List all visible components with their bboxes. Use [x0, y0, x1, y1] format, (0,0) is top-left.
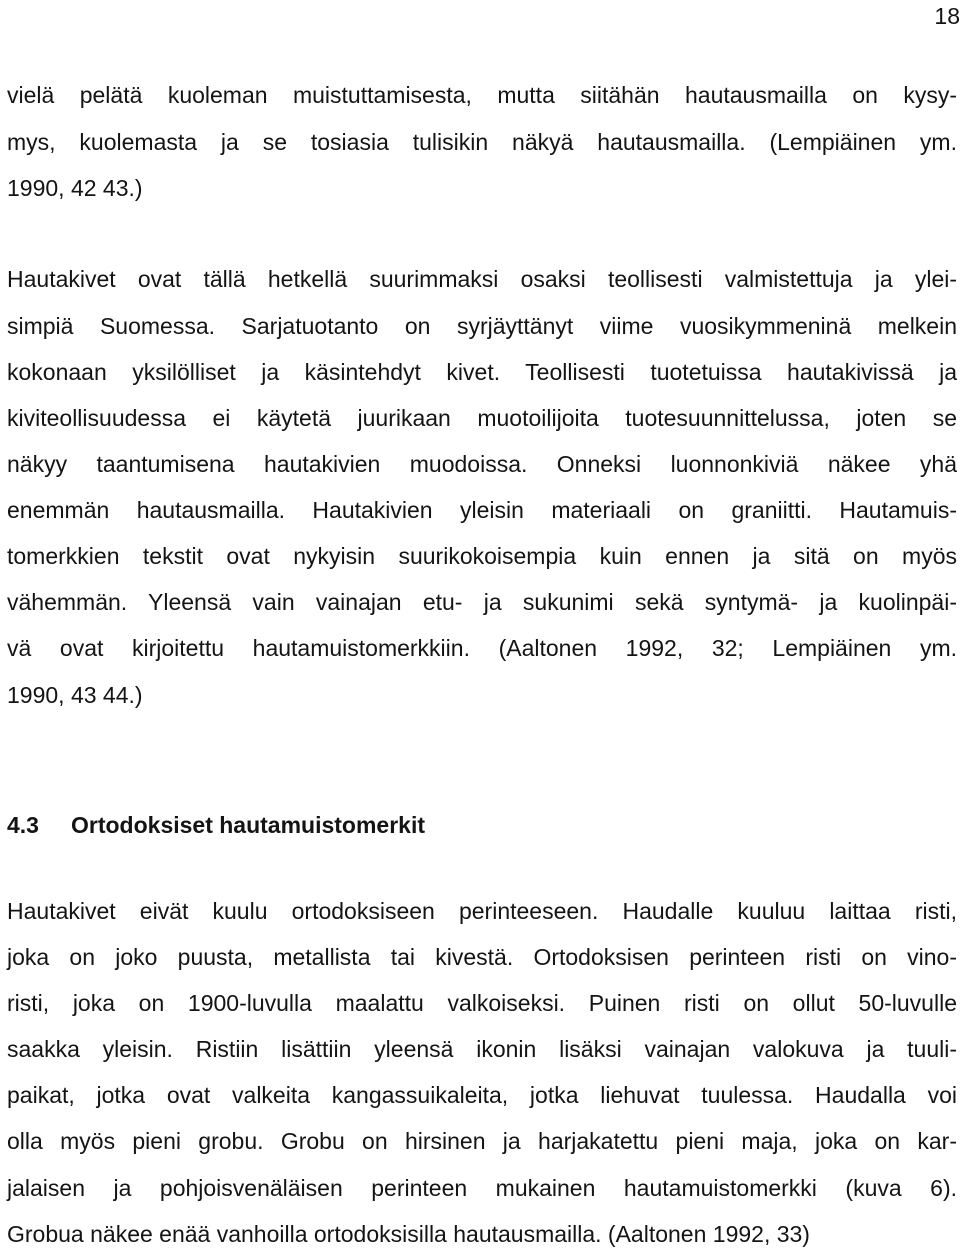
section-title: Ortodoksiset hautamuistomerkit [71, 812, 426, 838]
page-number: 18 [934, 3, 960, 29]
paragraph-3-line: jalaisen ja pohjoisvenäläisen perinteen mukainen hautamuistomerkki (kuva 6). [7, 1175, 957, 1201]
paragraph-2-line: tomerkkien tekstit ovat nykyisin suurikokoisempia kuin ennen ja sitä on myös [7, 543, 957, 569]
paragraph-2-line: 1990, 43 44.) [7, 682, 143, 708]
paragraph-3-line: saakka yleisin. Ristiin lisättiin yleensä ikonin lisäksi vainajan valokuva ja tuuli- [7, 1036, 957, 1062]
paragraph-1-line: vielä pelätä kuoleman muistuttamisesta, mutta siitähän hautausmailla on kysy- [7, 82, 957, 108]
paragraph-2-line: vä ovat kirjoitettu hautamuistomerkkiin. (Aaltonen 1992, 32; Lempiäinen ym. [7, 635, 957, 661]
paragraph-1-line: mys, kuolemasta ja se tosiasia tulisikin näkyä hautausmailla. (Lempiäinen ym. [7, 129, 957, 155]
section-number: 4.3 [7, 812, 39, 838]
paragraph-2-line: näkyy taantumisena hautakivien muodoissa. Onneksi luonnonkiviä näkee yhä [7, 451, 957, 477]
section-heading [7, 810, 425, 840]
paragraph-3-line: risti, joka on 1900-luvulla maalattu valkoiseksi. Puinen risti on ollut 50-luvulle [7, 990, 957, 1016]
paragraph-3-line: paikat, jotka ovat valkeita kangassuikaleita, jotka liehuvat tuulessa. Haudalla voi [7, 1082, 957, 1108]
paragraph-3-line: joka on joko puusta, metallista tai kivestä. Ortodoksisen perinteen risti on vino- [7, 944, 957, 970]
paragraph-2-line: kokonaan yksilölliset ja käsintehdyt kivet. Teollisesti tuotetuissa hautakivissä ja [7, 359, 957, 385]
paragraph-2-line: simpiä Suomessa. Sarjatuotanto on syrjäyttänyt viime vuosikymmeninä melkein [7, 313, 957, 339]
paragraph-1-line: 1990, 42 43.) [7, 175, 143, 201]
paragraph-3-line: Hautakivet eivät kuulu ortodoksiseen perinteeseen. Haudalle kuuluu laittaa risti, [7, 898, 957, 924]
paragraph-2-line: vähemmän. Yleensä vain vainajan etu- ja sukunimi sekä syntymä- ja kuolinpäi- [7, 589, 957, 615]
paragraph-2-line: enemmän hautausmailla. Hautakivien yleisin materiaali on graniitti. Hautamuis- [7, 497, 957, 523]
paragraph-3-line: Grobua näkee enää vanhoilla ortodoksisilla hautausmailla. (Aaltonen 1992, 33) [7, 1221, 810, 1247]
paragraph-2-line: Hautakivet ovat tällä hetkellä suurimmaksi osaksi teollisesti valmistettuja ja ylei- [7, 266, 957, 292]
paragraph-2-line: kiviteollisuudessa ei käytetä juurikaan muotoilijoita tuotesuunnittelussa, joten se [7, 405, 957, 431]
paragraph-3-line: olla myös pieni grobu. Grobu on hirsinen ja harjakatettu pieni maja, joka on kar- [7, 1128, 957, 1154]
